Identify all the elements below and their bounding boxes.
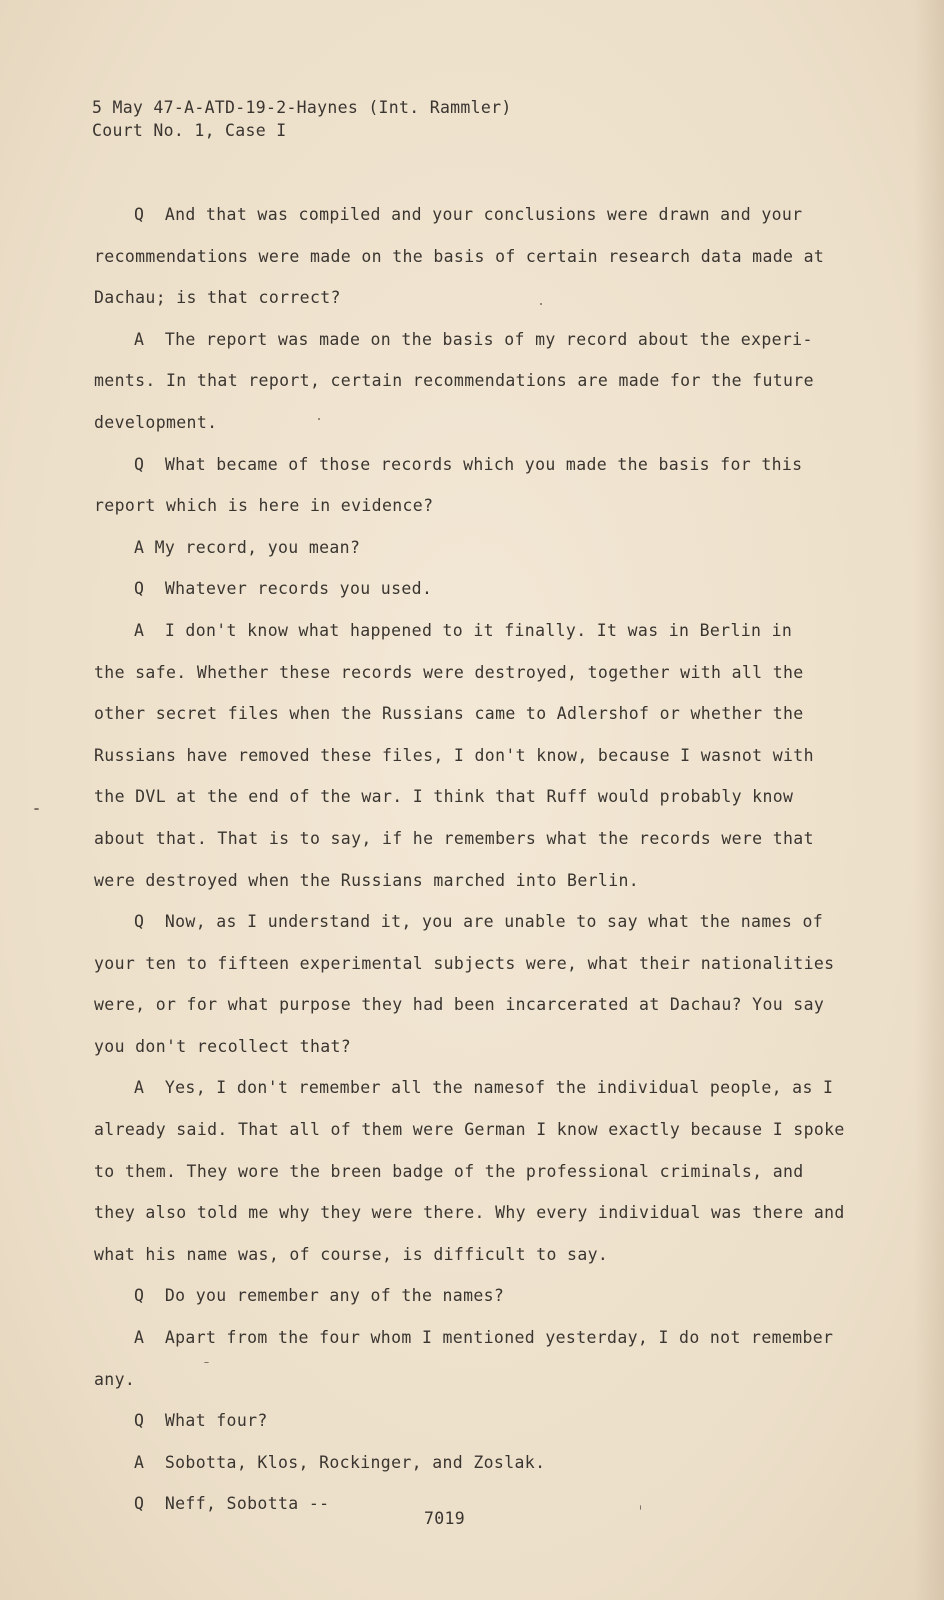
paper-speck: [640, 1505, 641, 1510]
paper-speck: [34, 808, 39, 810]
paper-speck: [540, 303, 542, 305]
transcript-line: report which is here in evidence?: [94, 496, 434, 516]
transcript-line: already said. That all of them were German I know exactly because I spoke: [94, 1120, 845, 1140]
transcript-line: any.: [94, 1369, 136, 1389]
transcript-line: Q Whatever records you used.: [134, 579, 433, 599]
transcript-line: you don't recollect that?: [94, 1036, 352, 1056]
page-number: 7019: [424, 1509, 465, 1528]
transcript-line: Q Do you remember any of the names?: [134, 1286, 505, 1306]
transcript-line: were, or for what purpose they had been incarcerated at Dachau? You say: [94, 995, 825, 1015]
transcript-line: A The report was made on the basis of my record about the experi-: [134, 329, 813, 349]
transcript-line: development.: [94, 412, 218, 432]
paper-speck: [318, 418, 320, 420]
transcript-line: about that. That is to say, if he remembers what the records were that: [94, 828, 814, 848]
transcript-body: [94, 194, 854, 1525]
transcript-line: A Apart from the four whom I mentioned yesterday, I do not remember: [134, 1328, 834, 1348]
transcript-line: ments. In that report, certain recommendations are made for the future: [94, 371, 814, 391]
transcript-line: your ten to fifteen experimental subjects were, what their nationalities: [94, 953, 835, 973]
transcript-line: A Yes, I don't remember all the namesof the individual people, as I: [134, 1078, 834, 1098]
header-line-1: 5 May 47-A-ATD-19-2-Haynes (Int. Rammler): [92, 98, 512, 117]
transcript-line: recommendations were made on the basis of certain research data made at: [94, 246, 825, 266]
document-header: [92, 96, 512, 142]
transcript-line: A My record, you mean?: [134, 537, 361, 557]
transcript-line: the safe. Whether these records were destroyed, together with all the: [94, 662, 804, 682]
transcript-line: Q Now, as I understand it, you are unable to say what the names of: [134, 912, 824, 932]
transcript-line: other secret files when the Russians came to Adlershof or whether the: [94, 704, 804, 724]
transcript-line: Q And that was compiled and your conclusions were drawn and your: [134, 205, 803, 224]
transcript-line: A Sobotta, Klos, Rockinger, and Zoslak.: [134, 1452, 546, 1472]
transcript-line: Q What became of those records which you made the basis for this: [134, 454, 803, 474]
transcript-line: Q Neff, Sobotta --: [134, 1494, 330, 1514]
header-line-2: Court No. 1, Case I: [92, 121, 287, 140]
transcript-line: Q What four?: [134, 1411, 268, 1431]
transcript-line: A I don't know what happened to it finally. It was in Berlin in: [134, 620, 793, 640]
transcript-line: to them. They wore the breen badge of the professional criminals, and: [94, 1161, 804, 1181]
transcript-line: the DVL at the end of the war. I think that Ruff would probably know: [94, 787, 794, 807]
transcript-line: Dachau; is that correct?: [94, 288, 341, 308]
transcript-line: they also told me why they were there. Why every individual was there and: [94, 1203, 845, 1223]
page-edge-shadow: [914, 0, 944, 1600]
transcript-line: were destroyed when the Russians marched into Berlin.: [94, 870, 640, 890]
paper-speck: [204, 1362, 209, 1363]
transcript-line: what his name was, of course, is difficult to say.: [94, 1244, 609, 1264]
transcript-line: Russians have removed these files, I don't know, because I wasnot with: [94, 745, 814, 765]
